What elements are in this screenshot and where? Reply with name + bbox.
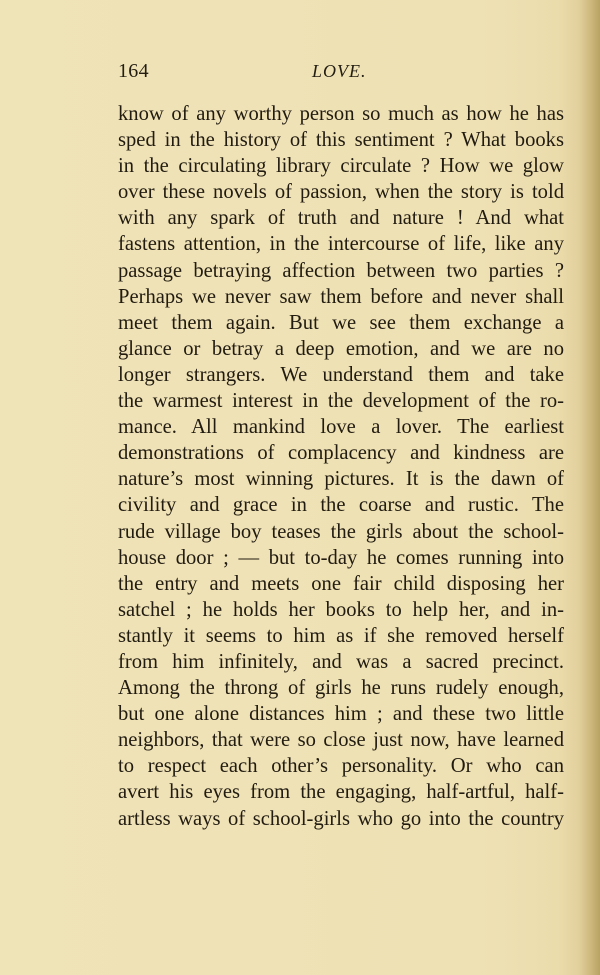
text-line: house door ; — but to-day he comes running into xyxy=(118,546,564,569)
text-line: passage betraying affection between two parties ? xyxy=(118,259,564,282)
text-line: longer strangers. We understand them and take xyxy=(118,363,564,386)
text-line: demonstrations of complacency and kindness are xyxy=(118,442,564,465)
text-line: mance. All mankind love a lover. The earliest xyxy=(118,416,564,439)
text-line: rude village boy teases the girls about the school- xyxy=(118,520,564,543)
body-text xyxy=(118,101,564,832)
text-line: know of any worthy person so much as how he has xyxy=(118,103,564,125)
text-line: civility and grace in the coarse and rustic. The xyxy=(118,494,564,517)
text-line: glance or betray a deep emotion, and we are no xyxy=(118,337,564,360)
text-line: the warmest interest in the development of the ro- xyxy=(118,390,564,413)
text-line: Perhaps we never saw them before and never shall xyxy=(118,285,564,308)
text-line: nature’s most winning pictures. It is the dawn of xyxy=(118,468,564,491)
text-line: satchel ; he holds her books to help her, and in- xyxy=(118,598,564,621)
text-line: meet them again. But we see them exchange a xyxy=(118,311,564,334)
running-head: LOVE. xyxy=(312,61,367,81)
text-line: over these novels of passion, when the story is told xyxy=(118,181,564,204)
text-line: neighbors, that were so close just now, have learned xyxy=(118,729,564,752)
text-line: stantly it seems to him as if she removed herself xyxy=(118,624,564,647)
text-line: fastens attention, in the intercourse of life, like any xyxy=(118,233,564,256)
text-line: the entry and meets one fair child disposing her xyxy=(118,572,564,595)
page-number: 164 xyxy=(118,60,149,82)
text-line: artless ways of school-girls who go into the country xyxy=(118,807,564,830)
text-line: from him infinitely, and was a sacred precinct. xyxy=(118,650,564,673)
text-line: with any spark of truth and nature ! And what xyxy=(118,207,564,230)
text-line: Among the throng of girls he runs rudely enough, xyxy=(118,677,564,700)
text-line: sped in the history of this sentiment ? What books xyxy=(118,129,564,152)
text-line: but one alone distances him ; and these two little xyxy=(118,703,564,726)
text-line: to respect each other’s personality. Or who can xyxy=(118,755,564,778)
page-header xyxy=(118,60,562,86)
text-line: in the circulating library circulate ? How we glow xyxy=(118,155,564,178)
text-line: avert his eyes from the engaging, half-artful, half- xyxy=(118,781,564,804)
